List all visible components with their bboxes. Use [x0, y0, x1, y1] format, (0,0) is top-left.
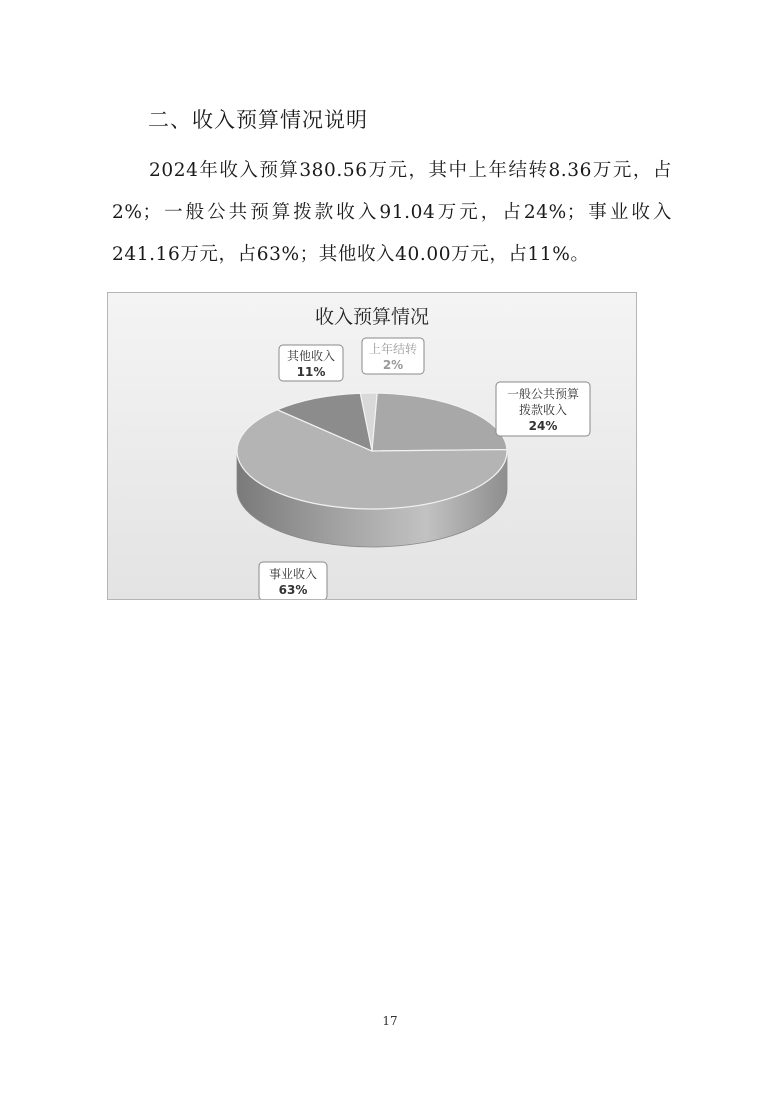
- pie-chart: [108, 293, 636, 599]
- pie-slice-2: [372, 393, 507, 451]
- data-label-name: 一般公共预算: [506, 387, 580, 401]
- data-label-name: 事业收入: [268, 567, 318, 581]
- data-label-3: [259, 562, 327, 599]
- data-label-percent: 11%: [296, 365, 326, 379]
- data-label-1: [362, 338, 424, 374]
- body-paragraph: [112, 150, 672, 276]
- paragraph-text: 2024年收入预算380.56万元，其中上年结转8.36万元，占2%；一般公共预算拨款收入91.04万元，占24%；事业收入241.16万元，占63%；其他收入40.00万元，占11%。: [112, 160, 672, 265]
- data-label-name: 上年结转: [368, 342, 418, 356]
- data-label-percent: 63%: [278, 583, 308, 597]
- pie-chart-container: [107, 292, 637, 600]
- section-heading: 二、收入预算情况说明: [148, 108, 368, 132]
- data-label-2: [496, 382, 590, 436]
- page-number: 17: [382, 1014, 398, 1028]
- pie-slices: [237, 393, 507, 509]
- data-label-name: 其他收入: [286, 349, 336, 363]
- data-label-percent: 2%: [382, 358, 404, 372]
- data-label-name: 拨款收入: [518, 403, 568, 417]
- data-label-4: [279, 345, 343, 381]
- chart-title: 收入预算情况: [314, 306, 430, 328]
- data-label-percent: 24%: [528, 419, 558, 433]
